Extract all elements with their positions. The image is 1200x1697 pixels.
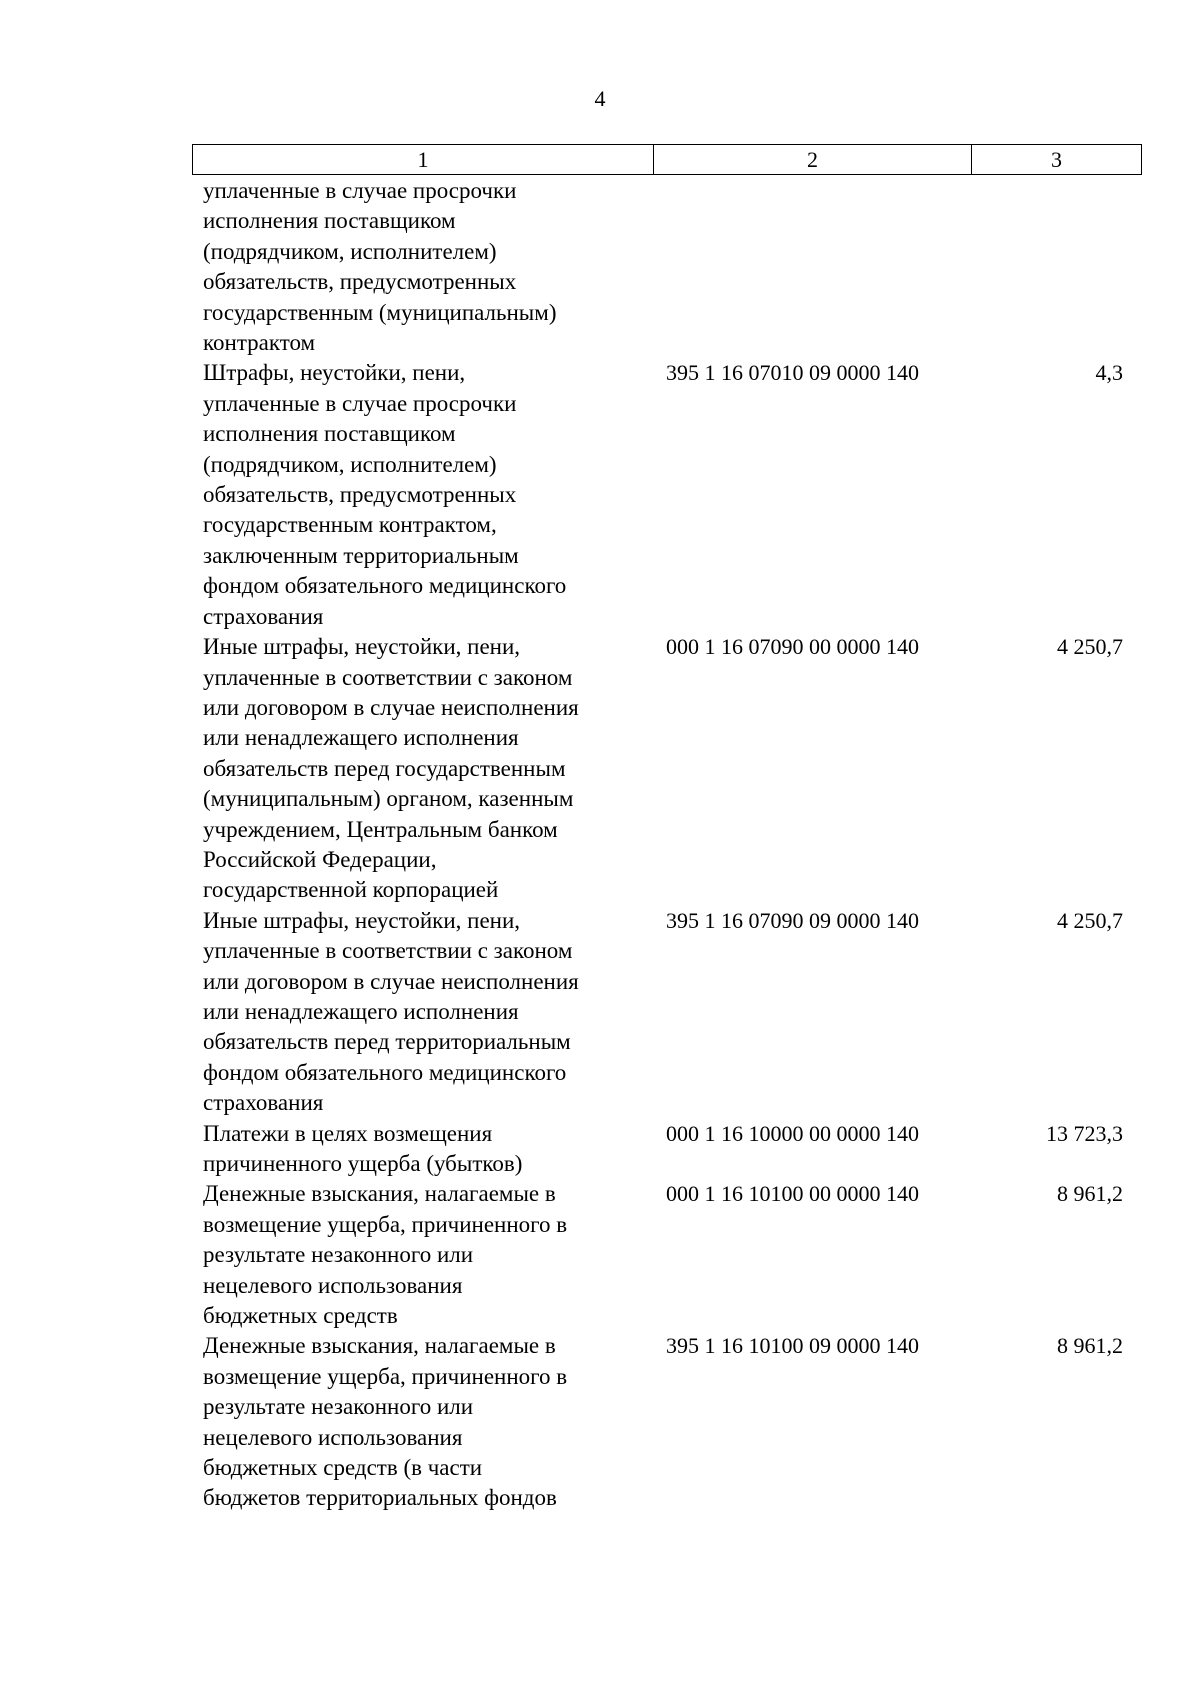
row-description: Денежные взыскания, налагаемые в возмещение ущерба, причиненного в результате незаконного или нецелевого использования бюджетных средств (в части бюджетов территориальных фондов	[203, 1333, 568, 1511]
table-row	[203, 1179, 1135, 1331]
table-row	[203, 358, 1135, 632]
row-code: 395 1 16 07090 09 0000 140	[666, 907, 919, 933]
table-body	[203, 176, 1135, 1514]
table-row	[203, 632, 1135, 906]
table-header	[192, 144, 1142, 175]
row-amount: 8 961,2	[1057, 1181, 1123, 1207]
row-description: Денежные взыскания, налагаемые в возмещение ущерба, причиненного в результате незаконного или нецелевого использования бюджетных средств	[203, 1181, 568, 1329]
row-amount: 8 961,2	[1057, 1333, 1123, 1359]
row-code: 395 1 16 07010 09 0000 140	[666, 360, 919, 386]
row-description: Платежи в целях возмещения причиненного ущерба (убытков)	[203, 1120, 523, 1176]
row-code: 395 1 16 10100 09 0000 140	[666, 1333, 919, 1359]
row-description: уплаченные в случае просрочки исполнения поставщиком (подрядчиком, исполнителем) обязательств, предусмотренных государственным (муниципальным) контрактом	[203, 178, 557, 356]
row-code: 000 1 16 10100 00 0000 140	[666, 1181, 919, 1207]
row-amount: 13 723,3	[1046, 1120, 1123, 1146]
row-code: 000 1 16 07090 00 0000 140	[666, 634, 919, 660]
row-description: Иные штрафы, неустойки, пени, уплаченные в соответствии с законом или договором в случае неисполнения или ненадлежащего исполнения обязательств перед государственным (муниципальным) органом, казенным учреждением, Центральным банком Российской Федерации, государственной корпорацией	[203, 634, 579, 903]
header-col-2: 2	[654, 145, 972, 175]
row-code: 000 1 16 10000 00 0000 140	[666, 1120, 919, 1146]
table-row	[203, 1331, 1135, 1513]
row-description: Иные штрафы, неустойки, пени, уплаченные в соответствии с законом или договором в случае неисполнения или ненадлежащего исполнения обязательств перед территориальным фондом обязательного медицинского страхования	[203, 907, 579, 1116]
row-amount: 4 250,7	[1057, 634, 1123, 660]
row-amount: 4 250,7	[1057, 907, 1123, 933]
header-col-3: 3	[972, 145, 1142, 175]
header-col-1: 1	[193, 145, 654, 175]
table-row	[203, 906, 1135, 1119]
row-description: Штрафы, неустойки, пени, уплаченные в случае просрочки исполнения поставщиком (подрядчиком, исполнителем) обязательств, предусмотренных государственным контрактом, заключенным территориальным фондом обязательного медицинского страхования	[203, 360, 567, 629]
table-row	[203, 176, 1135, 358]
header-row	[193, 145, 1142, 175]
table-row	[203, 1119, 1135, 1180]
row-amount: 4,3	[1095, 360, 1123, 386]
page-number: 4	[594, 86, 606, 111]
